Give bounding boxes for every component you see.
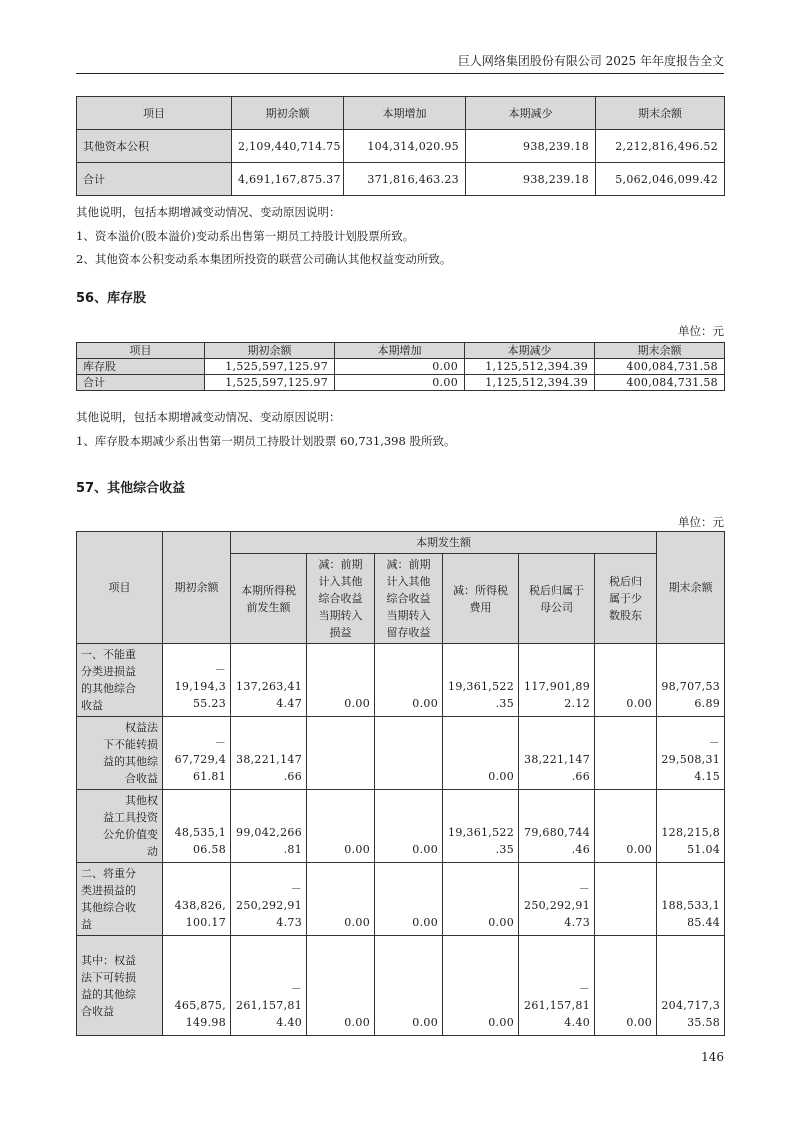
table-header-row	[77, 532, 725, 554]
table-cell: 938,239.18	[466, 130, 596, 163]
report-header-title: 巨人网络集团股份有限公司 2025 年年度报告全文	[457, 54, 724, 68]
page-number: 146	[701, 1050, 724, 1064]
table-cell: 0.00	[595, 644, 657, 717]
table-cell: 438,826, 100.17	[163, 863, 231, 936]
table-cell	[375, 717, 443, 790]
column-header-opening: 期初余额	[163, 532, 231, 644]
table-cell: 1,125,512,394.39	[465, 375, 595, 391]
table-cell: 0.00	[307, 790, 375, 863]
table-cell: 99,042,266 .81	[231, 790, 307, 863]
column-header-closing: 期末余额	[657, 532, 725, 644]
table-cell: 0.00	[375, 644, 443, 717]
note-text: 2、其他资本公积变动系本集团所投资的联营公司确认其他权益变动所致。	[76, 252, 452, 266]
table-cell: － 250,292,91 4.73	[231, 863, 307, 936]
table-cell: 0.00	[443, 936, 519, 1036]
table-cell: 371,816,463.23	[344, 163, 466, 196]
table-header-row	[77, 343, 725, 359]
row-label: 二、将重分 类进损益的 其他综合收 益	[77, 863, 163, 936]
section-title: 56、库存股	[76, 291, 147, 306]
table-cell: 0.00	[595, 936, 657, 1036]
unit-label: 单位：元	[678, 324, 724, 338]
table-row	[77, 790, 725, 863]
capital-reserve-table	[76, 96, 725, 196]
table-cell: 0.00	[595, 790, 657, 863]
row-label: 库存股	[77, 359, 205, 375]
column-subheader: 减：前期 计入其他 综合收益 当期转入 损益	[307, 554, 375, 644]
table-cell: 48,535,1 06.58	[163, 790, 231, 863]
table-cell: － 261,157,81 4.40	[231, 936, 307, 1036]
table-cell: － 250,292,91 4.73	[519, 863, 595, 936]
column-header-item: 项目	[77, 532, 163, 644]
table-cell: 128,215,8 51.04	[657, 790, 725, 863]
table-cell: 0.00	[375, 790, 443, 863]
note-text: 其他说明，包括本期增减变动情况、变动原因说明：	[76, 205, 341, 219]
note-text: 其他说明，包括本期增减变动情况、变动原因说明：	[76, 410, 341, 424]
column-header: 期初余额	[232, 97, 344, 130]
table-row	[77, 863, 725, 936]
table-cell: － 67,729,4 61.81	[163, 717, 231, 790]
column-subheader: 减：所得税 费用	[443, 554, 519, 644]
table-row	[77, 375, 725, 391]
table-cell: 79,680,744 .46	[519, 790, 595, 863]
table-cell: 0.00	[375, 936, 443, 1036]
unit-label: 单位：元	[678, 515, 724, 529]
column-header: 期末余额	[595, 343, 725, 359]
table-cell: 38,221,147 .66	[519, 717, 595, 790]
table-cell: 104,314,020.95	[344, 130, 466, 163]
table-cell: 117,901,89 2.12	[519, 644, 595, 717]
column-subheader: 税后归 属于少 数股东	[595, 554, 657, 644]
column-header: 期末余额	[596, 97, 725, 130]
row-label: 其中：权益 法下可转损 益的其他综 合收益	[77, 936, 163, 1036]
table-cell: 400,084,731.58	[595, 375, 725, 391]
column-header-current-period: 本期发生额	[231, 532, 657, 554]
table-cell: 2,212,816,496.52	[596, 130, 725, 163]
table-cell: － 261,157,81 4.40	[519, 936, 595, 1036]
table-row	[77, 644, 725, 717]
table-cell: 0.00	[335, 375, 465, 391]
column-header: 本期增加	[344, 97, 466, 130]
table-cell: 465,875, 149.98	[163, 936, 231, 1036]
row-label: 其他资本公积	[77, 130, 232, 163]
table-row	[77, 163, 725, 196]
column-header: 本期减少	[465, 343, 595, 359]
table-cell: 0.00	[335, 359, 465, 375]
table-cell: 938,239.18	[466, 163, 596, 196]
table-row	[77, 359, 725, 375]
table-cell: － 19,194,3 55.23	[163, 644, 231, 717]
table-cell: 98,707,53 6.89	[657, 644, 725, 717]
table-cell: 0.00	[443, 717, 519, 790]
table-cell: 400,084,731.58	[595, 359, 725, 375]
section-title: 57、其他综合收益	[76, 481, 186, 496]
row-label: 其他权 益工具投资 公允价值变 动	[77, 790, 163, 863]
table-cell: 1,125,512,394.39	[465, 359, 595, 375]
table-cell: 4,691,167,875.37	[232, 163, 344, 196]
column-subheader: 税后归属于 母公司	[519, 554, 595, 644]
table-cell: － 29,508,31 4.15	[657, 717, 725, 790]
column-header: 期初余额	[205, 343, 335, 359]
table-cell: 38,221,147 .66	[231, 717, 307, 790]
table-cell: 188,533,1 85.44	[657, 863, 725, 936]
table-cell: 19,361,522 .35	[443, 644, 519, 717]
treasury-stock-table	[76, 342, 725, 391]
note-text: 1、资本溢价(股本溢价)变动系出售第一期员工持股计划股票所致。	[76, 229, 415, 243]
row-label: 一、不能重 分类进损益 的其他综合 收益	[77, 644, 163, 717]
table-cell: 1,525,597,125.97	[205, 375, 335, 391]
table-cell: 0.00	[307, 936, 375, 1036]
table-cell: 2,109,440,714.75	[232, 130, 344, 163]
table-cell: 5,062,046,099.42	[596, 163, 725, 196]
table-header-row	[77, 97, 725, 130]
table-cell	[595, 717, 657, 790]
table-row	[77, 130, 725, 163]
column-header: 项目	[77, 97, 232, 130]
table-cell: 0.00	[443, 863, 519, 936]
table-cell: 0.00	[307, 863, 375, 936]
table-cell: 0.00	[375, 863, 443, 936]
table-row	[77, 717, 725, 790]
column-header: 项目	[77, 343, 205, 359]
table-cell: 137,263,41 4.47	[231, 644, 307, 717]
table-row	[77, 936, 725, 1036]
column-subheader: 本期所得税 前发生额	[231, 554, 307, 644]
row-label: 合计	[77, 163, 232, 196]
table-cell: 1,525,597,125.97	[205, 359, 335, 375]
table-cell	[595, 863, 657, 936]
note-text: 1、库存股本期减少系出售第一期员工持股计划股票 60,731,398 股所致。	[76, 434, 456, 448]
column-header: 本期增加	[335, 343, 465, 359]
row-label: 合计	[77, 375, 205, 391]
column-subheader: 减：前期 计入其他 综合收益 当期转入 留存收益	[375, 554, 443, 644]
table-cell	[307, 717, 375, 790]
column-header: 本期减少	[466, 97, 596, 130]
other-comprehensive-income-table	[76, 531, 725, 1036]
table-cell: 204,717,3 35.58	[657, 936, 725, 1036]
header-divider	[76, 73, 724, 74]
row-label: 权益法 下不能转损 益的其他综 合收益	[77, 717, 163, 790]
table-cell: 19,361,522 .35	[443, 790, 519, 863]
table-cell: 0.00	[307, 644, 375, 717]
